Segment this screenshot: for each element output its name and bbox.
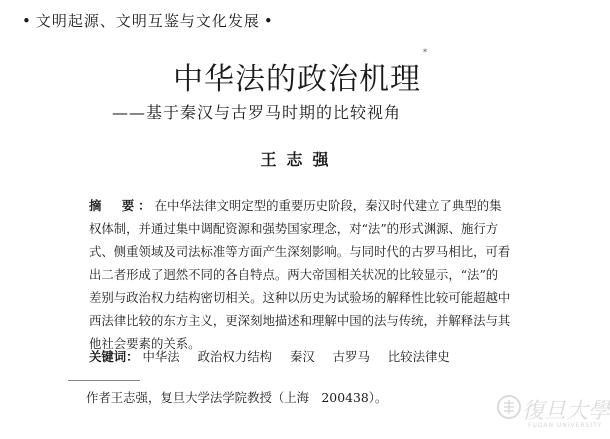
abstract-line-7: 他社会要素的关系。 [89, 336, 201, 351]
bullet-left: • [22, 12, 32, 30]
abstract-line-5: 差别与政治权力结构密切相关。这种以历史为试验场的解释性比较可能超越中 [89, 290, 511, 305]
abstract-line-3: 式、侧重领域及司法标准等方面产生深刻影响。与同时代的古罗马相比，可看 [89, 244, 511, 259]
abstract [89, 194, 519, 355]
watermark-en: FUDAN UNIVERSITY [528, 422, 603, 429]
column-header [18, 10, 278, 31]
article-title-text: 中华法的政治机理 [173, 62, 421, 97]
keyword-item: 政治权力结构 [197, 349, 272, 364]
watermark-cn: 復旦大學 [522, 399, 610, 424]
keywords [89, 347, 464, 365]
abstract-line-6: 西法律比较的东方主义，更深刻地描述和理解中国的法与传统，并解释法与其 [89, 313, 511, 328]
keyword-item: 秦汉 [289, 349, 315, 364]
keyword-item: 中华法 [142, 349, 180, 364]
author-footnote: 作者王志强，复旦大学法学院教授（上海 200438）。 [86, 390, 388, 405]
seal-icon [496, 394, 522, 420]
keywords-label: 关键词： [89, 349, 139, 364]
abstract-label: 摘 要： [89, 198, 155, 213]
footnote-divider [68, 380, 140, 381]
keyword-item: 古罗马 [332, 349, 370, 364]
bullet-right: • [263, 12, 274, 30]
article-subtitle: ——基于秦汉与古罗马时期的比较视角 [112, 103, 402, 122]
abstract-line-2: 权体制，并通过集中调配资源和强势国家理念，对“法”的形式渊源、施行方 [89, 221, 499, 236]
abstract-text: 在中华法律文明定型的重要历史阶段，秦汉时代建立了典型的集 [154, 198, 502, 213]
abstract-line-4: 出二者形成了迥然不同的各自特点。两大帝国相关状况的比较显示，“法”的 [89, 267, 499, 282]
author-name: 王志强 [260, 150, 339, 169]
title-footnote-marker: * [423, 48, 428, 57]
university-watermark [496, 392, 610, 436]
abstract-line-1 [89, 194, 519, 217]
column-header-text: 文明起源、文明互鉴与文化发展 [35, 12, 260, 30]
keyword-item: 比较法律史 [387, 349, 450, 364]
article-title [0, 48, 599, 98]
